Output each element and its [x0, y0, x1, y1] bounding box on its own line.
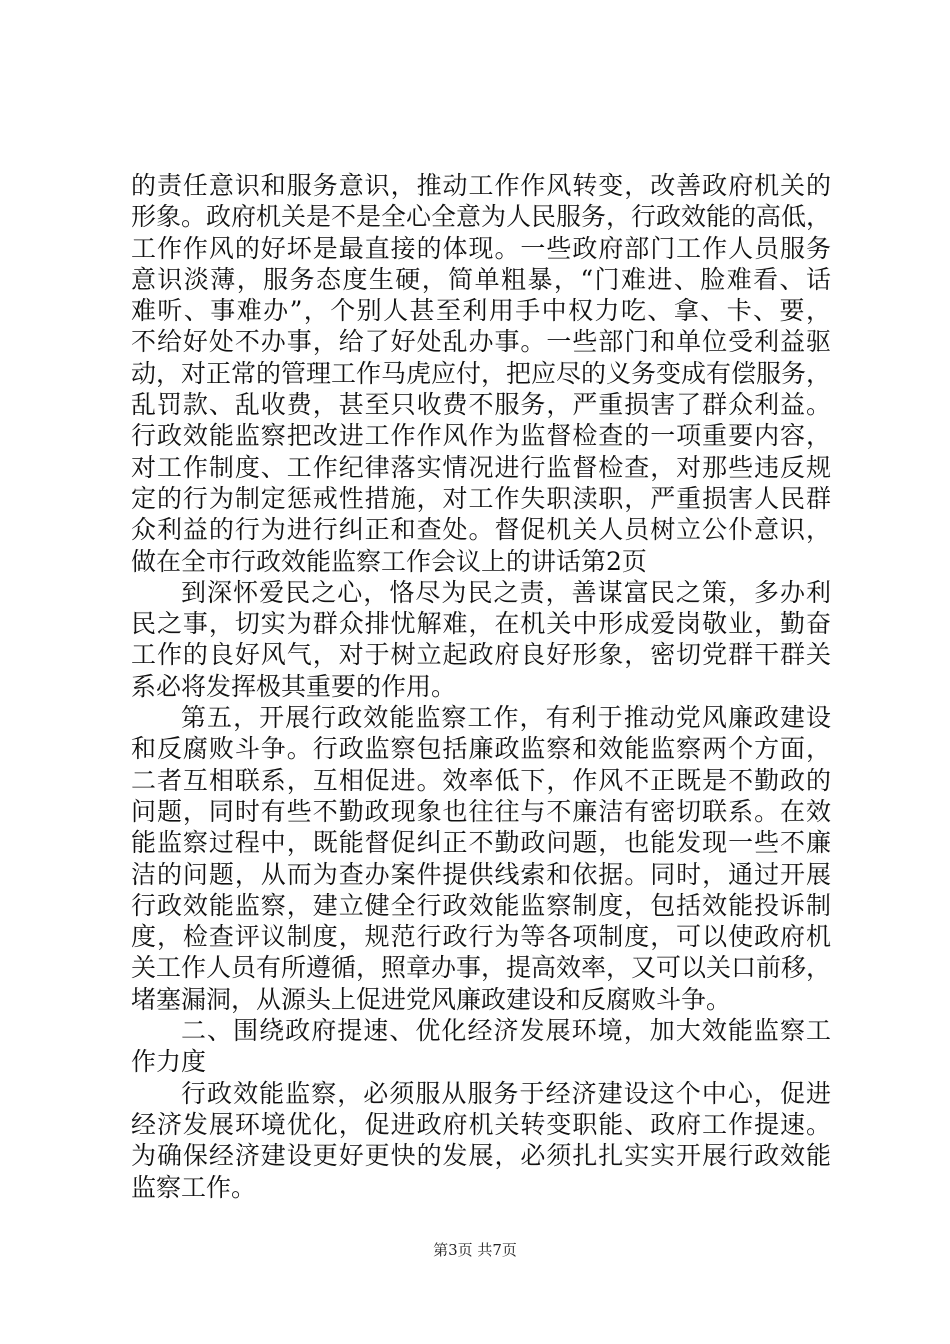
- section-heading-line: 作力度: [131, 1047, 207, 1077]
- text-line: 不给好处不办事，给了好处乱办事。一些部门和单位受利益驱: [131, 327, 831, 357]
- text-line: 系必将发挥极其重要的作用。: [131, 671, 457, 701]
- page-number-footer: 第3页 共7页: [433, 1241, 517, 1259]
- text-line: 乱罚款、乱收费，甚至只收费不服务，严重损害了群众利益。: [131, 390, 831, 420]
- text-line: 难听、事难办”，个别人甚至利用手中权力吃、拿、卡、要，: [131, 296, 831, 326]
- text-line: 和反腐败斗争。行政监察包括廉政监察和效能监察两个方面，: [131, 734, 831, 764]
- paragraph-first-line: 第五，开展行政效能监察工作，有利于推动党风廉政建设: [181, 703, 831, 733]
- text-line: 动，对正常的管理工作马虎应付，把应尽的义务变成有偿服务，: [131, 358, 832, 388]
- text-line: 经济发展环境优化，促进政府机关转变职能、政府工作提速。: [131, 1109, 831, 1139]
- text-line: 做在全市行政效能监察工作会议上的讲话第2页: [131, 546, 647, 576]
- text-line: 监察工作。: [131, 1172, 257, 1202]
- paragraph-first-line: 到深怀爱民之心，恪尽为民之责，善谋富民之策，多办利: [181, 577, 831, 607]
- text-line: 众利益的行为进行纠正和查处。督促机关人员树立公仆意识，: [131, 515, 831, 545]
- text-line: 形象。政府机关是不是全心全意为人民服务，行政效能的高低，: [131, 202, 832, 232]
- text-line: 民之事，切实为群众排忧解难，在机关中形成爱岗敬业，勤奋: [131, 609, 831, 639]
- body-text: [131, 170, 831, 1203]
- text-line: 关工作人员有所遵循，照章办事，提高效率，又可以关口前移，: [131, 953, 832, 983]
- text-line: 洁的问题，从而为查办案件提供线索和依据。同时，通过开展: [131, 859, 831, 889]
- text-line: 能监察过程中，既能督促纠正不勤政问题，也能发现一些不廉: [131, 828, 831, 858]
- text-line: 行政效能监察把改进工作作风作为监督检查的一项重要内容，: [131, 421, 831, 451]
- text-line: 意识淡薄，服务态度生硬，简单粗暴，“门难进、脸难看、话: [131, 264, 831, 294]
- text-line: 为确保经济建设更好更快的发展，必须扎扎实实开展行政效能: [131, 1141, 831, 1171]
- text-line: 定的行为制定惩戒性措施，对工作失职渎职，严重损害人民群: [131, 483, 831, 513]
- text-line: 二者互相联系，互相促进。效率低下，作风不正既是不勤政的: [131, 765, 831, 795]
- text-line: 堵塞漏洞，从源头上促进党风廉政建设和反腐败斗争。: [131, 984, 732, 1014]
- text-line: 工作作风的好坏是最直接的体现。一些政府部门工作人员服务: [131, 233, 831, 263]
- text-line: 对工作制度、工作纪律落实情况进行监督检查，对那些违反规: [131, 452, 831, 482]
- text-line: 工作的良好风气，对于树立起政府良好形象，密切党群干群关: [131, 640, 831, 670]
- section-heading-line: 二、围绕政府提速、优化经济发展环境，加大效能监察工: [181, 1016, 831, 1046]
- text-line: 行政效能监察，建立健全行政效能监察制度，包括效能投诉制: [131, 890, 831, 920]
- text-line: 的责任意识和服务意识，推动工作作风转变，改善政府机关的: [131, 171, 831, 200]
- text-line: 度，检查评议制度，规范行政行为等各项制度，可以使政府机: [131, 922, 831, 952]
- text-line: 问题，同时有些不勤政现象也往往与不廉洁有密切联系。在效: [131, 796, 831, 826]
- paragraph-first-line: 行政效能监察，必须服从服务于经济建设这个中心，促进: [181, 1078, 831, 1108]
